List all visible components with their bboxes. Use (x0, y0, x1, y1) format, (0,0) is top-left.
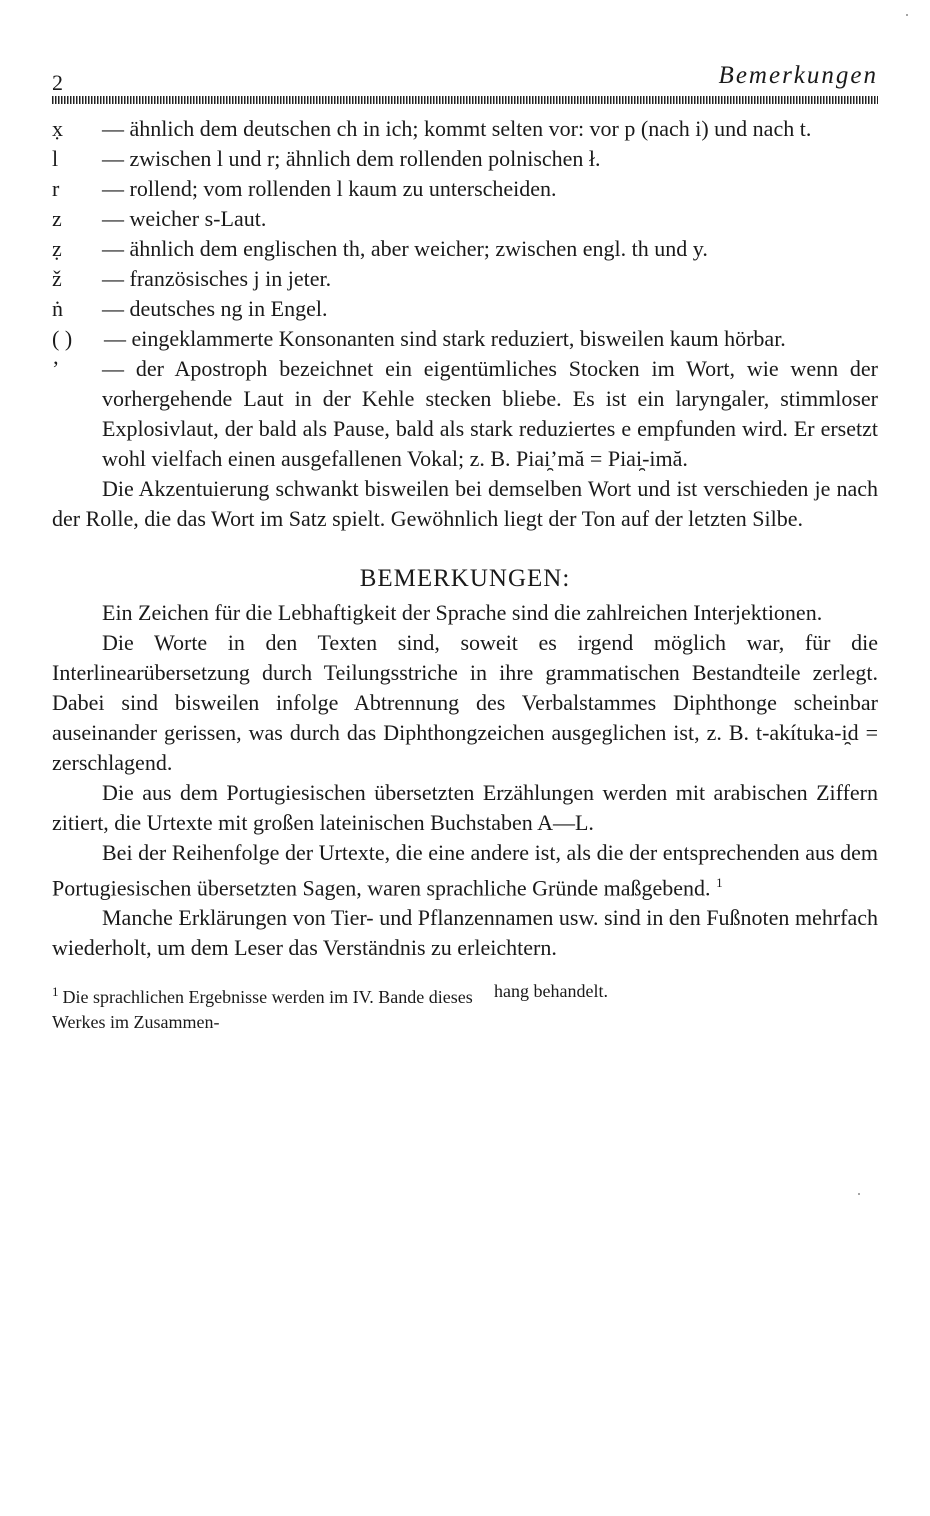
sound-description: — der Apostroph bezeichnet ein eigentümliches Stocken im Wort, wie wenn der vorhergehende Laut in der Kehle stecken bliebe. Es ist ein laryngaler, stimmloser Explosivlaut, der bald als Pause, bald als stark reduziertes e empfunden wird. Er ersetzt wohl vielfach einen ausgefallenen Vokal; z. B. Piai̯’mă = Piai̯-imă. (102, 356, 878, 471)
sound-entry-apostrophe (52, 354, 878, 474)
sound-description: — zwischen l und r; ähnlich dem rollenden polnischen ł. (102, 146, 601, 171)
sound-symbol: l (52, 146, 59, 171)
footnote-reference[interactable]: 1 (716, 875, 723, 890)
running-head: Bemerkungen (718, 62, 878, 89)
sound-symbol: r (52, 176, 60, 201)
sound-entry-l (52, 144, 878, 174)
sound-entry-z (52, 204, 878, 234)
sound-symbol: ’ (52, 356, 60, 381)
sound-symbol: x̣ (52, 116, 63, 141)
sound-entry-z-caron (52, 264, 878, 294)
sound-description: — eingeklammerte Konsonanten sind stark reduziert, bisweilen kaum hörbar. (104, 326, 786, 351)
sound-list (52, 114, 878, 474)
remarks-paragraph: Die Worte in den Texten sind, soweit es irgend möglich war, für die Interlinearübersetzung durch Teilungsstriche in ihre grammatischen Bestandteile zerlegt. Dabei sind bisweilen infolge Abtrennung des Verbalstammes Diphthonge scheinbar auseinander gerissen, was durch das Diphthongzeichen ausgeglichen ist, z. B. t-akítuka-i̯d = zerschlagend. (52, 630, 878, 775)
remarks-paragraph: Ein Zeichen für die Lebhaftigkeit der Sprache sind die zahlreichen Interjektionen. (102, 600, 823, 625)
footnote-text-right: hang behandelt. (494, 981, 608, 1002)
document-page (52, 62, 878, 1035)
footnote-column-right (482, 979, 608, 1035)
section-heading: BEMERKUNGEN: (359, 565, 571, 592)
sound-description: — weicher s-Laut. (102, 206, 267, 231)
sound-entry-z-dot (52, 234, 878, 264)
footnote-text-left: Die sprachlichen Ergebnisse werden im IV. Bande dieses Werkes im Zusammen- (52, 987, 473, 1033)
sound-entry-brackets (52, 324, 878, 354)
sound-description: — ähnlich dem deutschen ch in ich; kommt selten vor: vor p (nach i) und nach t. (102, 116, 812, 141)
page-header (52, 62, 878, 96)
sound-symbol: z (52, 206, 62, 231)
accent-paragraph: Die Akzentuierung schwankt bisweilen bei demselben Wort und ist verschieden je nach der Rolle, die das Wort im Satz spielt. Gewöhnlich liegt der Ton auf der letzten Silbe. (52, 476, 878, 531)
header-rule (52, 96, 878, 104)
sound-description: — französisches j in jeter. (102, 266, 332, 291)
sound-description: — deutsches ng in Engel. (102, 296, 328, 321)
scan-speck (858, 1193, 860, 1195)
sound-entry-n-dot (52, 294, 878, 324)
remarks-paragraph (52, 838, 878, 903)
sound-entry-r (52, 174, 878, 204)
remarks-paragraph-text: Bei der Reihenfolge der Urtexte, die eine andere ist, als die der entsprechenden aus dem Portugiesischen übersetzten Sagen, waren sprachliche Gründe maßgebend. (52, 840, 878, 901)
sound-entry-x (52, 114, 878, 144)
sound-description: — ähnlich dem englischen th, aber weicher; zwischen engl. th und y. (102, 236, 708, 261)
sound-symbol: ( ) (52, 326, 73, 351)
footnote (52, 979, 878, 1035)
footnote-marker: 1 (52, 984, 59, 1000)
sound-symbol: ẓ (52, 236, 62, 261)
footnote-column-left (52, 979, 482, 1035)
remarks-paragraph: Die aus dem Portugiesischen übersetzten Erzählungen werden mit arabischen Ziffern zitiert, die Urtexte mit großen lateinischen Buchstaben A—L. (52, 780, 878, 835)
scan-speck (906, 14, 908, 16)
sound-symbol: ž (52, 266, 62, 291)
sound-symbol: ṅ (52, 296, 63, 321)
sound-description: — rollend; vom rollenden l kaum zu unterscheiden. (102, 176, 557, 201)
remarks-paragraph: Manche Erklärungen von Tier- und Pflanzennamen usw. sind in den Fußnoten mehrfach wiederholt, um dem Leser das Verständnis zu erleichtern. (52, 905, 878, 961)
page-number: 2 (52, 70, 63, 95)
